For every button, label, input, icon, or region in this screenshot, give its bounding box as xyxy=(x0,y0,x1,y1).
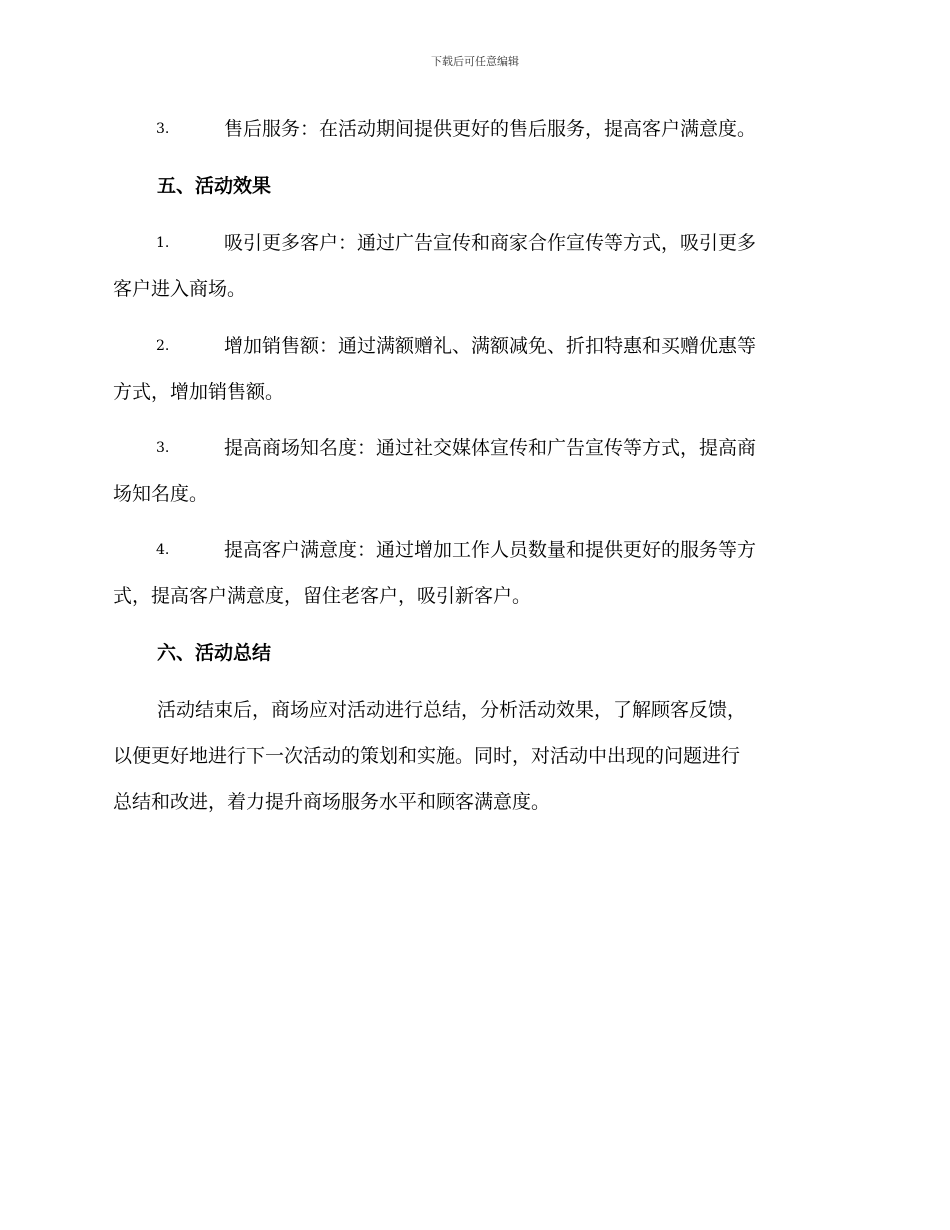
list-item xyxy=(113,220,833,312)
list-item-text: 售后服务：在活动期间提供更好的售后服务，提高客户满意度。 xyxy=(224,118,757,140)
list-item xyxy=(113,425,833,517)
paragraph-line: 总结和改进，着力提升商场服务水平和顾客满意度。 xyxy=(113,791,551,813)
list-number: 4. xyxy=(156,542,170,558)
list-number: 2. xyxy=(156,338,170,354)
list-item-text: 提高商场知名度：通过社交媒体宣传和广告宣传等方式，提高商 xyxy=(224,437,757,459)
list-number: 3. xyxy=(156,121,170,137)
list-item xyxy=(113,323,833,415)
list-item-continuation: 式，提高客户满意度，留住老客户，吸引新客户。 xyxy=(113,585,532,607)
list-item-text: 提高客户满意度：通过增加工作人员数量和提供更好的服务等方 xyxy=(224,539,757,561)
list-item-continuation: 场知名度。 xyxy=(113,483,209,505)
list-item-text: 增加销售额：通过满额赠礼、满额减免、折扣特惠和买赠优惠等 xyxy=(224,335,757,357)
section-heading-summary: 六、活动总结 xyxy=(157,642,272,664)
list-item-continuation: 客户进入商场。 xyxy=(113,278,247,300)
list-number: 3. xyxy=(156,440,170,456)
page-header: 下载后可任意编辑 xyxy=(431,55,519,68)
list-item xyxy=(113,527,833,619)
list-item-text: 吸引更多客户：通过广告宣传和商家合作宣传等方式，吸引更多 xyxy=(224,232,757,254)
paragraph-line: 活动结束后，商场应对活动进行总结，分析活动效果，了解顾客反馈， xyxy=(157,699,747,721)
paragraph-line: 以便更好地进行下一次活动的策划和实施。同时，对活动中出现的问题进行 xyxy=(113,745,741,767)
summary-paragraph xyxy=(113,687,833,825)
list-number: 1. xyxy=(156,235,170,251)
list-item-after-sales xyxy=(113,106,833,152)
list-item-continuation: 方式，增加销售额。 xyxy=(113,381,285,403)
section-heading-effects: 五、活动效果 xyxy=(157,175,272,197)
